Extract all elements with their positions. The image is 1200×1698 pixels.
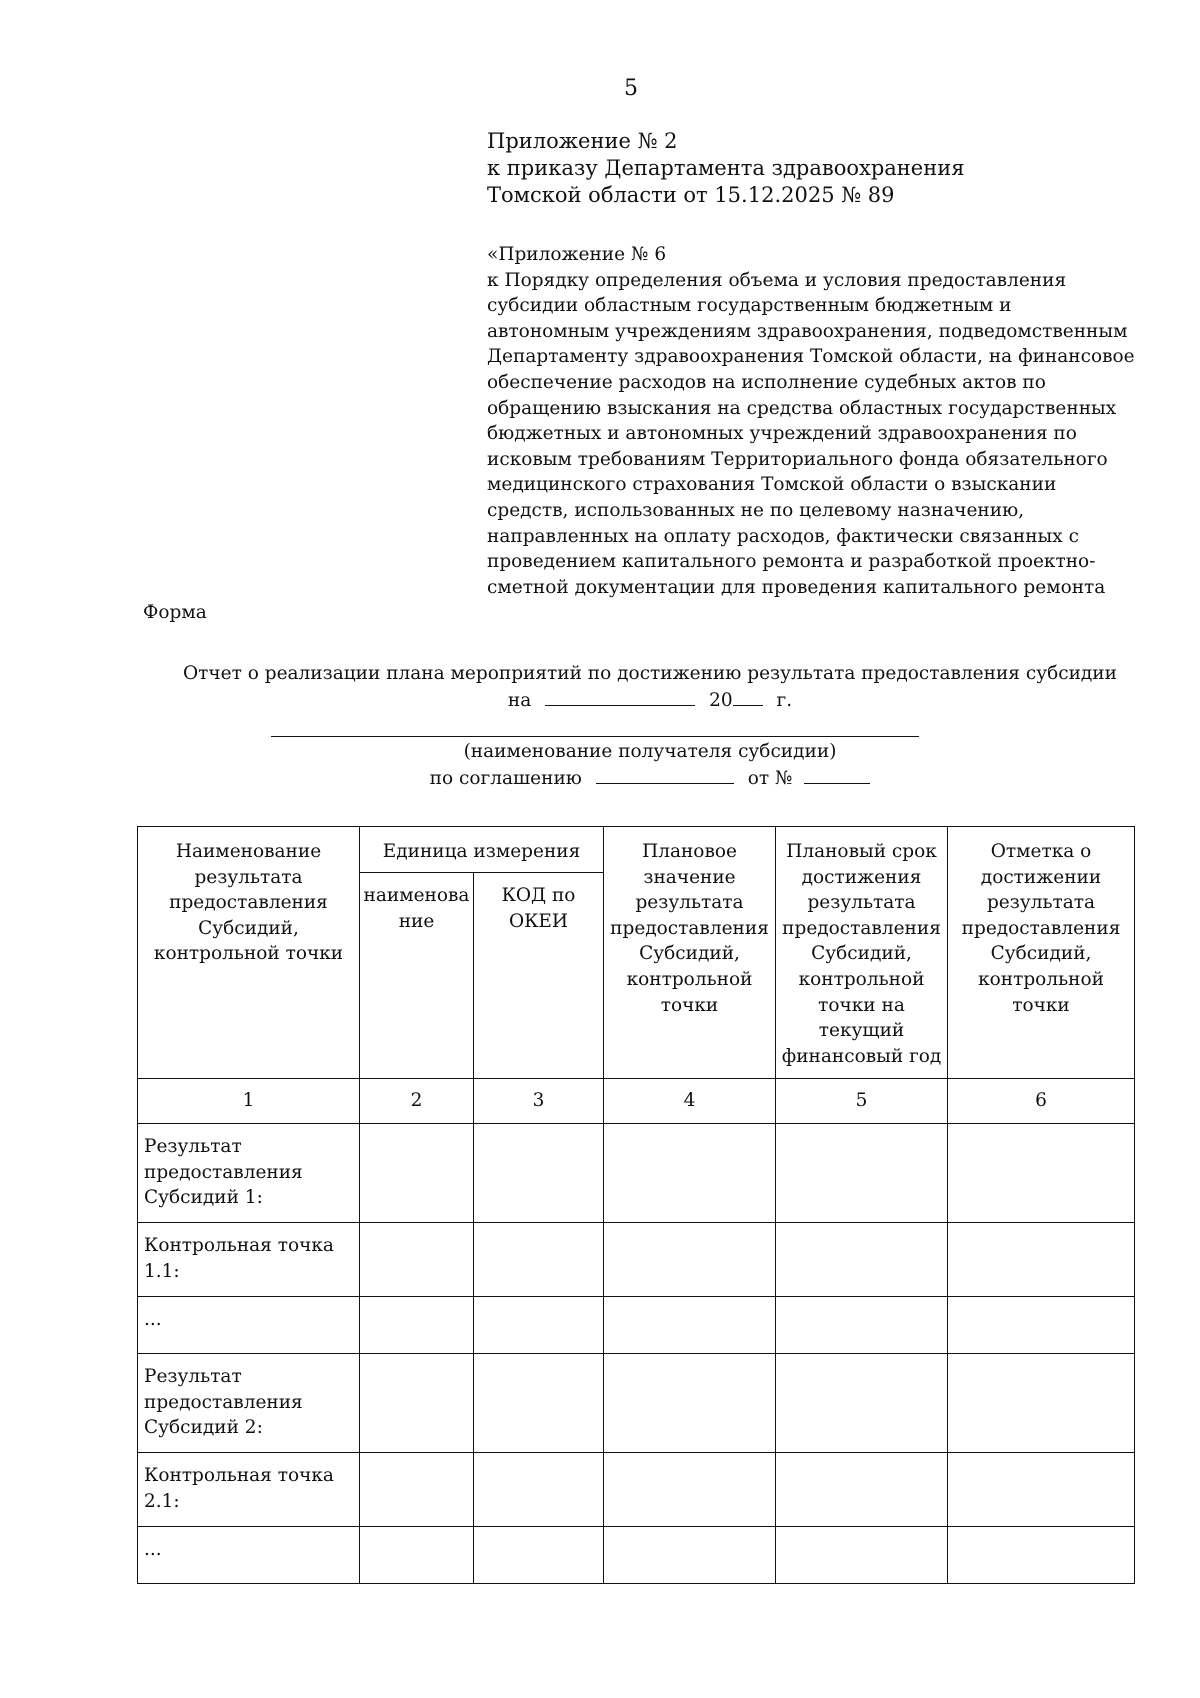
- table-cell[interactable]: [360, 1527, 474, 1584]
- table-cell[interactable]: [948, 1223, 1135, 1297]
- recipient-blank-line[interactable]: [271, 736, 919, 737]
- row-label: Результат предоставления Субсидий 2:: [138, 1354, 360, 1453]
- table-cell[interactable]: [474, 1527, 604, 1584]
- table-cell[interactable]: [948, 1527, 1135, 1584]
- agreement-blank-field[interactable]: [596, 765, 734, 784]
- reference-line: к Порядку определения объема и условия предоставления: [487, 269, 1067, 291]
- date-prefix: на: [507, 690, 532, 711]
- column-number: 3: [474, 1079, 604, 1124]
- reference-line: обеспечение расходов на исполнение судебных актов по: [487, 371, 1046, 393]
- header-result-name: Наименование результата предоставления Субсидий, контрольной точки: [138, 827, 360, 1079]
- header-unit-group: Единица измерения: [360, 827, 604, 873]
- table-cell[interactable]: [360, 1453, 474, 1527]
- appendix-header: [487, 128, 964, 209]
- table-cell[interactable]: [604, 1453, 776, 1527]
- table-cell[interactable]: [776, 1527, 948, 1584]
- year-blank-field[interactable]: [733, 687, 763, 706]
- table-cell[interactable]: [948, 1453, 1135, 1527]
- table-cell[interactable]: [948, 1354, 1135, 1453]
- header-achievement-mark: Отметка о достижении результата предоставления Субсидий, контрольной точки: [948, 827, 1135, 1079]
- reference-line: средств, использованных не по целевому назначению,: [487, 499, 1025, 521]
- appendix-header-line: Томской области от 15.12.2025 № 89: [487, 183, 895, 207]
- table-cell[interactable]: [474, 1354, 604, 1453]
- table-row: [138, 1297, 1135, 1354]
- reference-line: исковым требованиям Территориального фонда обязательного: [487, 448, 1108, 470]
- column-number: 6: [948, 1079, 1135, 1124]
- table-cell[interactable]: [474, 1453, 604, 1527]
- table-row: [138, 1223, 1135, 1297]
- agreement-prefix: по соглашению: [429, 768, 582, 789]
- row-label: ...: [138, 1527, 360, 1584]
- table-cell[interactable]: [776, 1297, 948, 1354]
- appendix-header-line: Приложение № 2: [487, 129, 678, 153]
- table-cell[interactable]: [604, 1527, 776, 1584]
- column-number: 1: [138, 1079, 360, 1124]
- table-cell[interactable]: [360, 1297, 474, 1354]
- row-label: Контрольная точка 2.1:: [138, 1453, 360, 1527]
- table-cell[interactable]: [776, 1124, 948, 1223]
- table-cell[interactable]: [948, 1124, 1135, 1223]
- agreement-number-blank-field[interactable]: [804, 765, 870, 784]
- table-cell[interactable]: [360, 1223, 474, 1297]
- column-number-row: [138, 1079, 1135, 1124]
- table-row: [138, 1354, 1135, 1453]
- reference-block: [487, 242, 1135, 600]
- header-unit-name: наименова ние: [360, 873, 474, 1079]
- header-okei-code: КОД по ОКЕИ: [474, 873, 604, 1079]
- table-cell[interactable]: [604, 1124, 776, 1223]
- table-cell[interactable]: [776, 1453, 948, 1527]
- table-cell[interactable]: [360, 1124, 474, 1223]
- appendix-header-line: к приказу Департамента здравоохранения: [487, 156, 965, 180]
- column-number: 4: [604, 1079, 776, 1124]
- reference-line: медицинского страхования Томской области о взыскании: [487, 474, 1057, 496]
- reference-line: автономным учреждениям здравоохранения, подведомственным: [487, 320, 1128, 342]
- reference-line: обращению взыскания на средства областных государственных: [487, 397, 1117, 419]
- table-cell[interactable]: [474, 1223, 604, 1297]
- page-number: 5: [624, 76, 638, 101]
- recipient-caption: (наименование получателя субсидии): [463, 741, 837, 762]
- column-number: 2: [360, 1079, 474, 1124]
- table-cell[interactable]: [776, 1223, 948, 1297]
- row-label: ...: [138, 1297, 360, 1354]
- row-label: Контрольная точка 1.1:: [138, 1223, 360, 1297]
- table-row: [138, 1124, 1135, 1223]
- date-suffix: г.: [776, 690, 793, 711]
- report-date-line: [0, 687, 1200, 713]
- table-row: [138, 1453, 1135, 1527]
- report-table: [137, 826, 1135, 1584]
- reference-line: субсидии областным государственным бюджетным и: [487, 295, 1012, 317]
- row-label: Результат предоставления Субсидий 1:: [138, 1124, 360, 1223]
- table-cell[interactable]: [474, 1297, 604, 1354]
- table-cell[interactable]: [948, 1297, 1135, 1354]
- reference-line: сметной документации для проведения капитального ремонта: [487, 576, 1106, 598]
- header-planned-deadline: Плановый срок достижения результата предоставления Субсидий, контрольной точки на текущий финансовый год: [776, 827, 948, 1079]
- table-cell[interactable]: [604, 1223, 776, 1297]
- report-title: Отчет о реализации плана мероприятий по достижению результата предоставления субсидии: [183, 663, 1117, 684]
- agreement-from: от №: [747, 768, 793, 789]
- table-cell[interactable]: [360, 1354, 474, 1453]
- table-row: [138, 1527, 1135, 1584]
- reference-line: проведением капитального ремонта и разработкой проектно-: [487, 551, 1096, 573]
- reference-line: бюджетных и автономных учреждений здравоохранения по: [487, 423, 1077, 445]
- table-cell[interactable]: [776, 1354, 948, 1453]
- agreement-line: [0, 765, 1200, 791]
- table-cell[interactable]: [604, 1297, 776, 1354]
- date-year: 20: [709, 690, 733, 711]
- column-number: 5: [776, 1079, 948, 1124]
- header-planned-value: Плановое значение результата предоставления Субсидий, контрольной точки: [604, 827, 776, 1079]
- table-header-row: [138, 827, 1135, 873]
- table-cell[interactable]: [474, 1124, 604, 1223]
- reference-line: Департаменту здравоохранения Томской области, на финансовое: [487, 346, 1135, 368]
- form-label: Форма: [143, 602, 207, 623]
- date-blank-field[interactable]: [545, 687, 695, 706]
- table-cell[interactable]: [604, 1354, 776, 1453]
- reference-line: направленных на оплату расходов, фактически связанных с: [487, 525, 1079, 547]
- reference-line: «Приложение № 6: [487, 244, 667, 265]
